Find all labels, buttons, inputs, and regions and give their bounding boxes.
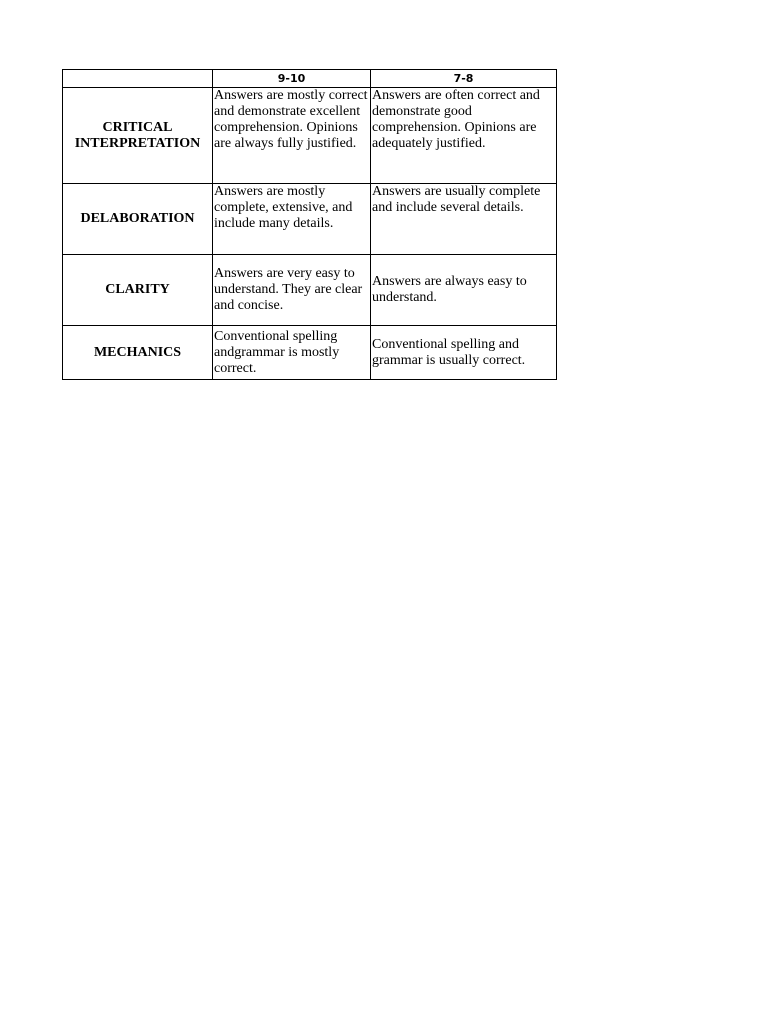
score-7-8-cell: Answers are always easy to understand.	[371, 255, 557, 326]
table-row	[63, 326, 557, 380]
header-cell-9-10: 9-10	[213, 70, 371, 88]
table-row	[63, 88, 557, 184]
criterion-cell: CRITICAL INTERPRETATION	[63, 88, 213, 184]
header-row	[63, 70, 557, 88]
score-9-10-cell: Answers are mostly complete, extensive, and include many details.	[213, 184, 371, 255]
score-7-8-cell: Answers are usually complete and include several details.	[371, 184, 557, 255]
score-7-8-cell: Answers are often correct and demonstrate good comprehension. Opinions are adequately justified.	[371, 88, 557, 184]
criterion-cell: DELABORATION	[63, 184, 213, 255]
table-row	[63, 184, 557, 255]
header-cell-criterion	[63, 70, 213, 88]
header-cell-7-8: 7-8	[371, 70, 557, 88]
criterion-cell: MECHANICS	[63, 326, 213, 380]
criterion-cell: CLARITY	[63, 255, 213, 326]
score-9-10-cell: Answers are very easy to understand. They are clear and concise.	[213, 255, 371, 326]
table-row	[63, 255, 557, 326]
rubric-table	[62, 69, 557, 380]
score-7-8-cell: Conventional spelling and grammar is usually correct.	[371, 326, 557, 380]
score-9-10-cell: Answers are mostly correct and demonstrate excellent comprehension. Opinions are always fully justified.	[213, 88, 371, 184]
score-9-10-cell: Conventional spelling andgrammar is mostly correct.	[213, 326, 371, 380]
